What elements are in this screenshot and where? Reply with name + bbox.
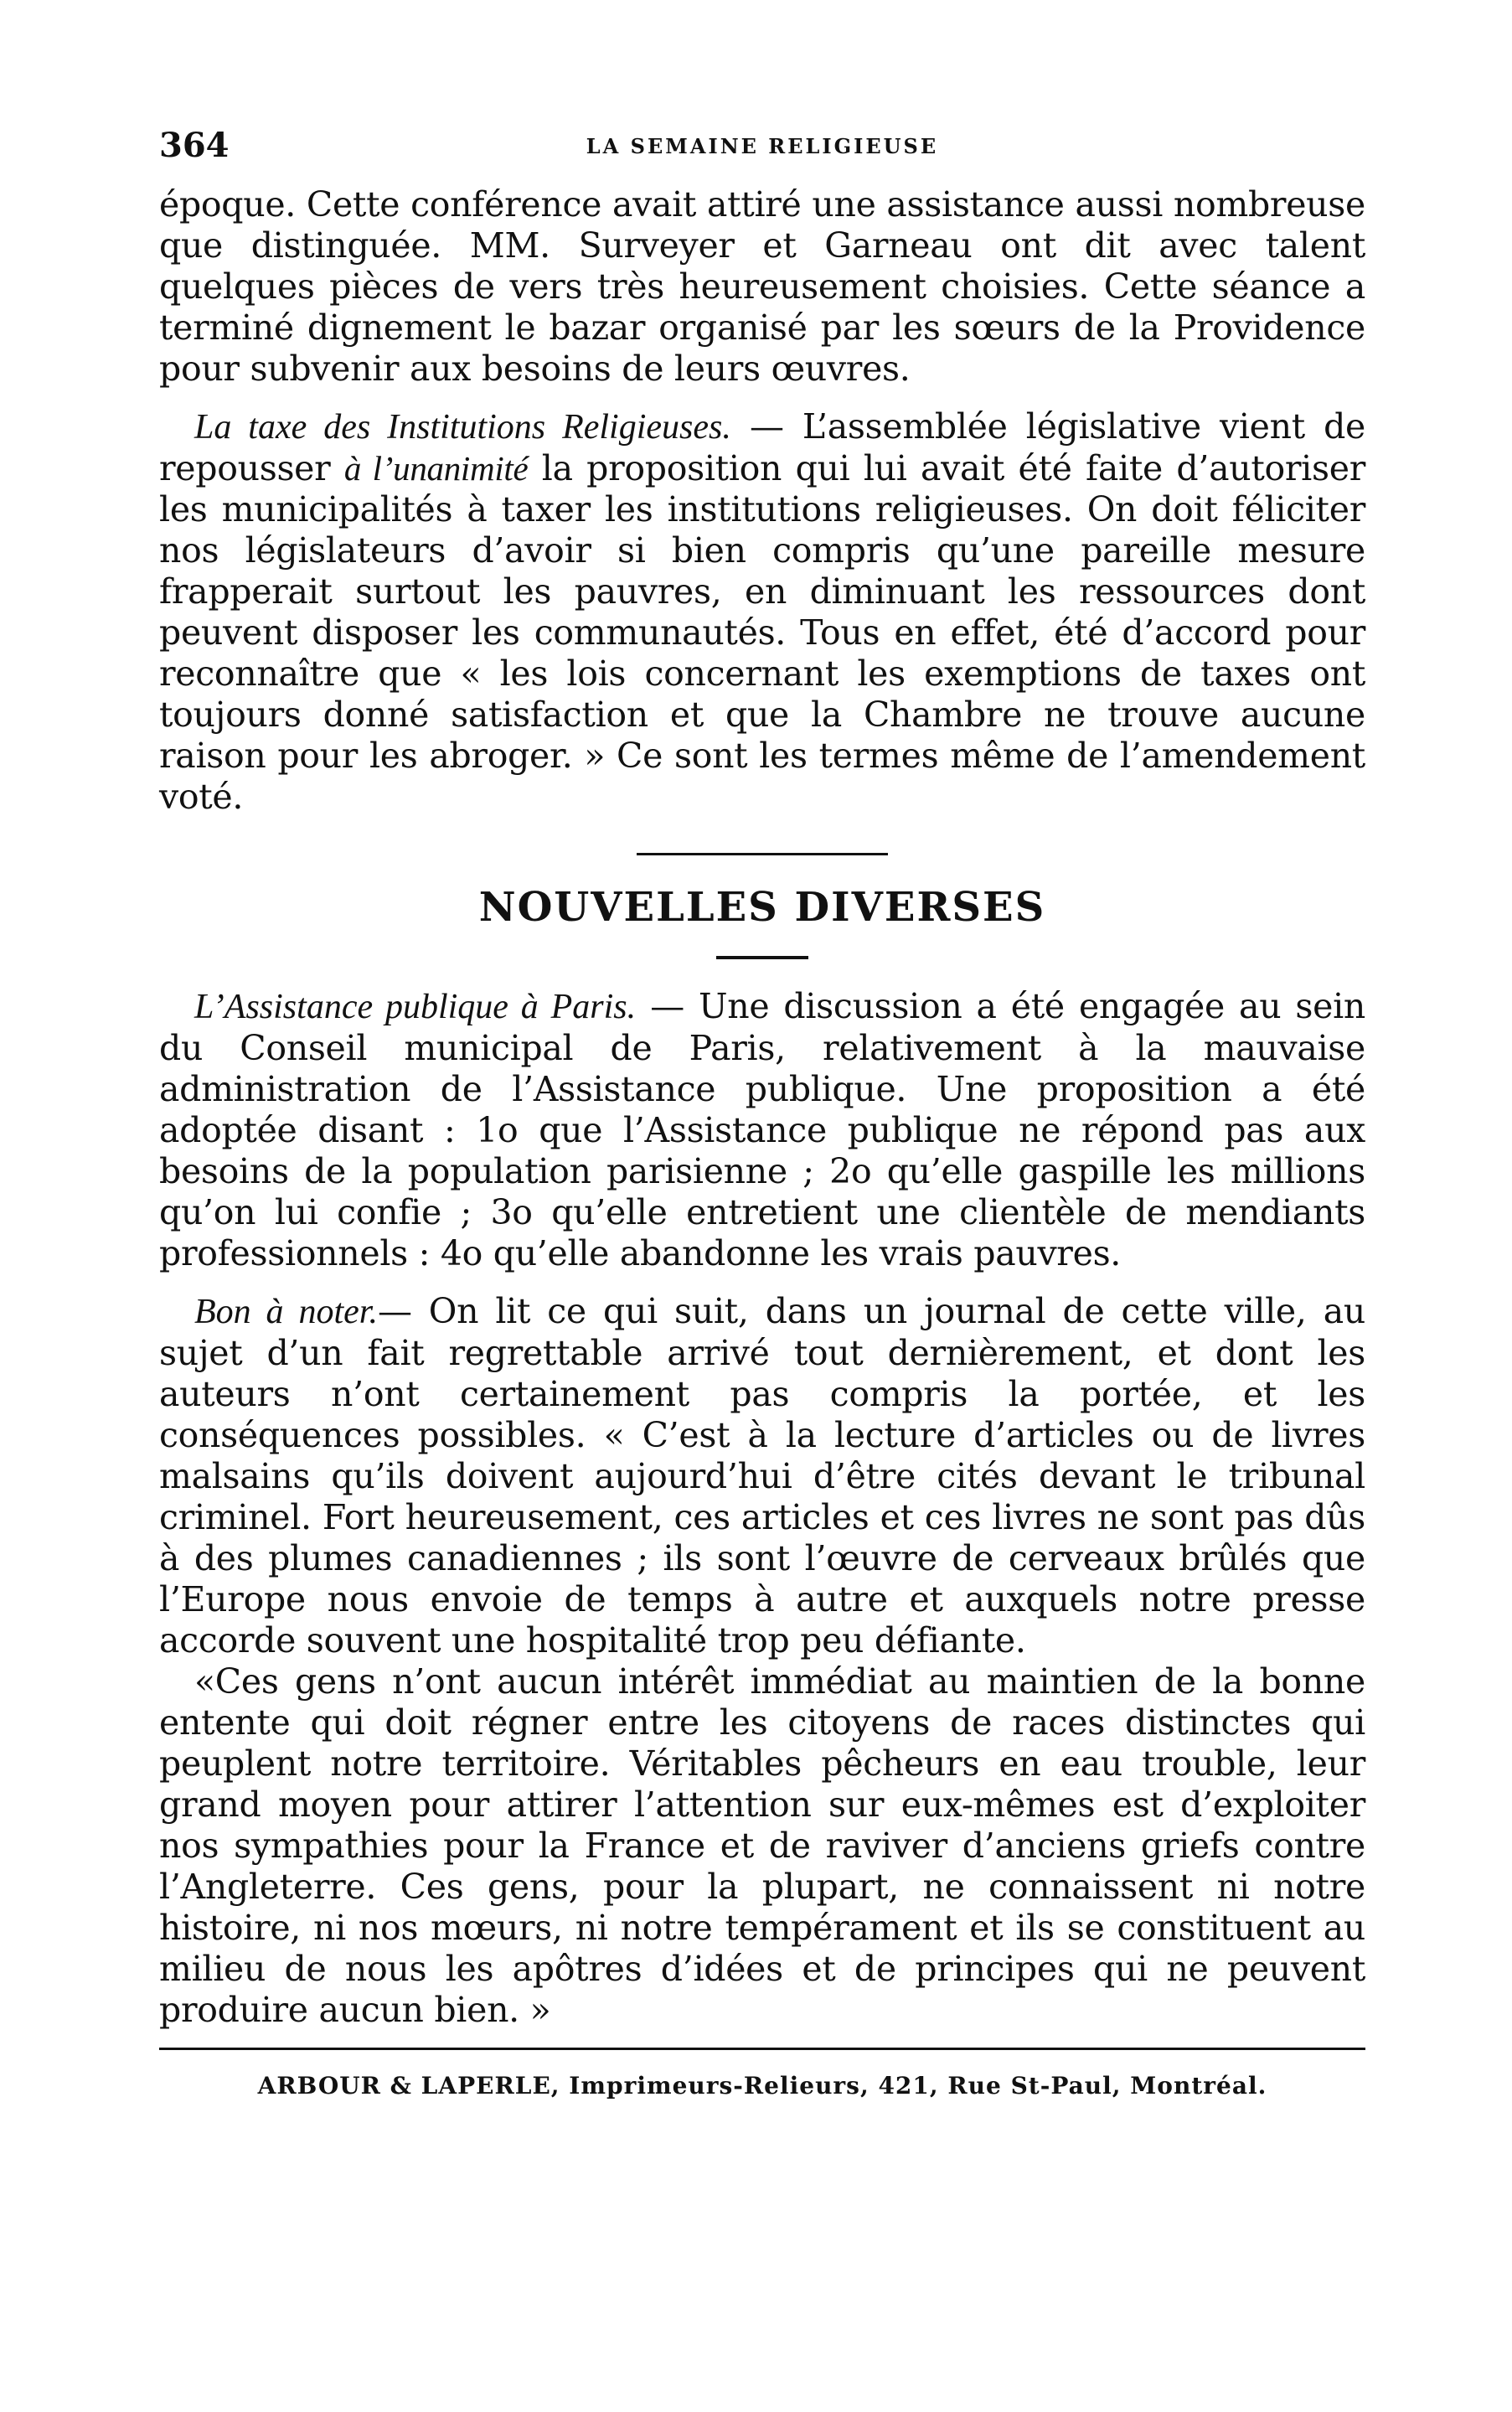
- paragraph-lead: Bon à noter.: [194, 1293, 378, 1331]
- emphasis-text: à l’unanimité: [343, 449, 529, 488]
- paragraph-taxe-institutions: [159, 406, 1365, 818]
- running-head: [159, 126, 1365, 184]
- paragraph-text: — On lit ce qui suit, dans un journal de cette ville, au sujet d’un fait regrettable arrivé tout dernièrement, et dont les auteurs n’ont certainement pas compris la portée, et les conséquences possibles. « C’est à la lecture d’articles ou de livres malsains qu’ils doivent aujourd’hui d’être cités devant le tribunal criminel. Fort heureusement, ces articles et ces livres ne sont pas dûs à des plumes canadiennes ; ils sont l’œuvre de cerveaux brûlés que l’Europe nous envoie de temps à autre et auxquels notre presse accorde souvent une hospitalité trop peu défiante.: [159, 1291, 1366, 1661]
- paragraph-citation: «Ces gens n’ont aucun intérêt immédiat au maintien de la bonne entente qui doit régner entre les citoyens de races distinctes qui peuplent notre territoire. Véritables pêcheurs en eau trouble, leur grand moyen pour attirer l’attention sur eux-mêmes est d’exploiter nos sympathies pour la France et de raviver d’anciens griefs contre l’Angleterre. Ces gens, pour la plupart, ne connaissent ni notre histoire, ni nos mœurs, ni notre tempérament et ils se constituent au milieu de nous les apôtres d’idées et de principes qui ne peuvent produire aucun bien. »: [159, 1661, 1365, 2030]
- running-title: LA SEMAINE RELIGIEUSE: [586, 134, 939, 158]
- paragraph-text: — Une discussion a été engagée au sein du Conseil municipal de Paris, relativement à la mauvaise administration de l’Assistance publique. Une proposition a été adoptée disant : 1o que l’Assistance publique ne répond pas aux besoins de la population parisienne ; 2o qu’elle gaspille les millions qu’on lui confie ; 3o qu’elle entretient une clientèle de mendiants professionnels : 4o qu’elle abandonne les vrais pauvres.: [159, 986, 1366, 1273]
- section-divider-short: [716, 956, 808, 959]
- paragraph-lead: La taxe des Institutions Religieuses.: [194, 408, 731, 447]
- section-divider: [637, 853, 888, 855]
- paragraph-text: la proposition qui lui avait été faite d’autoriser les municipalités à taxer les institutions religieuses. On doit féliciter nos législateurs d’avoir si bien compris qu’une pareille mesure frapperait surtout les pauvres, en diminuant les ressources dont peuvent disposer les communautés. Tous en effet, été d’accord pour reconnaître que « les lois concernant les exemptions de taxes ont toujours donné satisfaction et que la Chambre ne trouve aucune raison pour les abroger. » Ce sont les termes même de l’amendement voté.: [159, 448, 1365, 817]
- paragraph-conference: époque. Cette conférence avait attiré une assistance aussi nombreuse que distinguée. MM. Surveyer et Garneau ont dit avec talent quelques pièces de vers très heureusement choisies. Cette séance a terminé dignement le bazar organisé par les sœurs de la Providence pour subvenir aux besoins de leurs œuvres.: [159, 184, 1365, 389]
- paragraph-text: — L’assemblée législative vient de repousser: [159, 406, 1365, 488]
- book-page: [159, 126, 1365, 2371]
- page-number: 364: [159, 126, 230, 165]
- footer-divider: [159, 2048, 1365, 2050]
- printer-imprint: ARBOUR & LAPERLE, Imprimeurs-Relieurs, 421, Rue St-Paul, Montréal.: [257, 2072, 1267, 2100]
- paragraph-assistance-publique: [159, 986, 1365, 1274]
- paragraph-bon-a-noter: [159, 1291, 1365, 1661]
- section-title: NOUVELLES DIVERSES: [478, 884, 1046, 931]
- paragraph-lead: L’Assistance publique à Paris.: [194, 988, 637, 1026]
